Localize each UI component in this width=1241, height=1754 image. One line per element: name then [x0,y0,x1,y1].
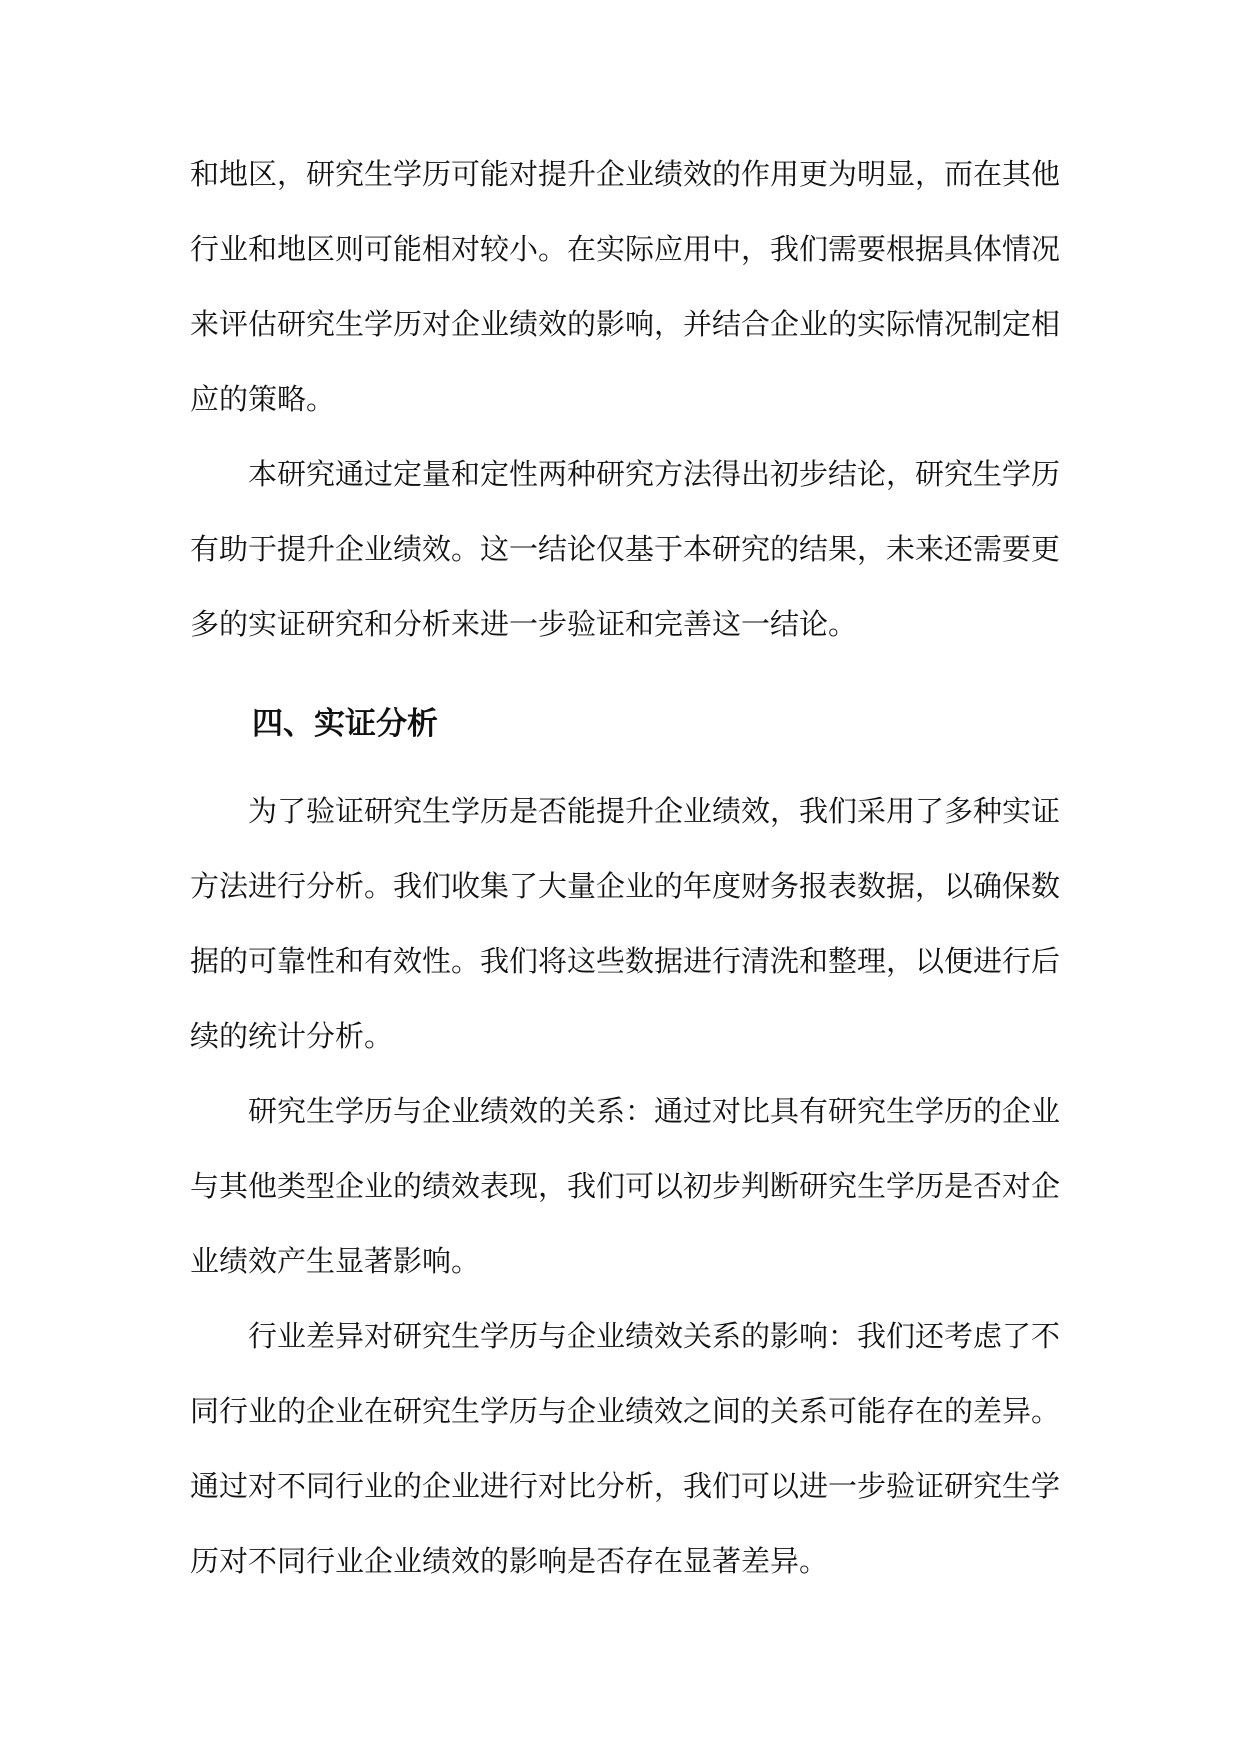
paragraph-methods: 为了验证研究生学历是否能提升企业绩效，我们采用了多种实证方法进行分析。我们收集了大量企业的年度财务报表数据，以确保数据的可靠性和有效性。我们将这些数据进行清洗和整理，以便进行后续的统计分析。 [190,794,1061,1053]
paragraph-conclusion: 本研究通过定量和定性两种研究方法得出初步结论，研究生学历有助于提升企业绩效。这一结论仅基于本研究的结果，未来还需要更多的实证研究和分析来进一步验证和完善这一结论。 [190,457,1061,641]
document-body [190,137,1060,1599]
paragraph-relationship: 研究生学历与企业绩效的关系：通过对比具有研究生学历的企业与其他类型企业的绩效表现，我们可以初步判断研究生学历是否对企业绩效产生显著影响。 [190,1094,1061,1278]
section-heading: 四、实证分析 [252,706,438,742]
paragraph-industry-difference: 行业差异对研究生学历与企业绩效关系的影响：我们还考虑了不同行业的企业在研究生学历与企业绩效之间的关系可能存在的差异。通过对不同行业的企业进行对比分析，我们可以进一步验证研究生学历对不同行业企业绩效的影响是否存在显著差异。 [190,1319,1061,1578]
paragraph-continued: 和地区，研究生学历可能对提升企业绩效的作用更为明显，而在其他行业和地区则可能相对较小。在实际应用中，我们需要根据具体情况来评估研究生学历对企业绩效的影响，并结合企业的实际情况制定相应的策略。 [190,157,1061,416]
